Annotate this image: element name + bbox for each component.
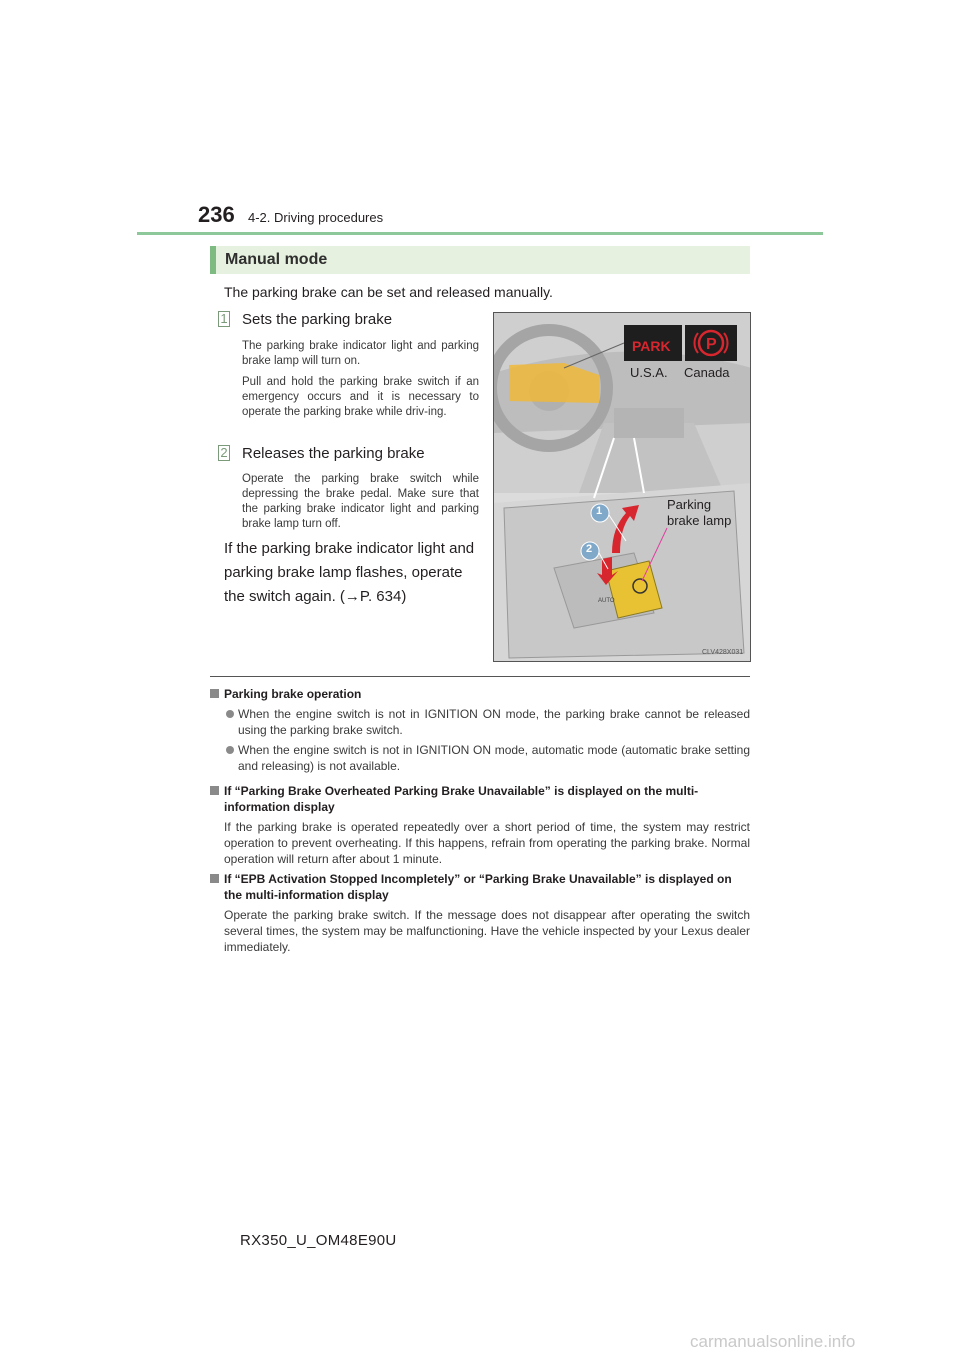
info-overheated bbox=[210, 783, 750, 867]
header-rule bbox=[137, 232, 823, 235]
switch-auto-text: AUTO bbox=[598, 598, 615, 604]
info-bullet-text: When the engine switch is not in IGNITION ON mode, automatic mode (automatic brake setting and releasing) is not available. bbox=[238, 743, 750, 773]
info-paragraph: Operate the parking brake switch. If the message does not disappear after operating the switch several times, the system may be malfunctioning. Have the vehicle inspected by your Lexus dealer immediately. bbox=[224, 908, 750, 954]
footer-code: RX350_U_OM48E90U bbox=[240, 1232, 397, 1249]
info-heading bbox=[210, 686, 750, 702]
info-paragraph: If the parking brake is operated repeatedly over a short period of time, the system may restrict operation to prevent overheating. If this happens, refrain from operating the parking brake. Normal operation will return after about 1 minute. bbox=[224, 820, 750, 866]
intro-text: The parking brake can be set and released manually. bbox=[224, 284, 553, 300]
step-1-emergency-note: Pull and hold the parking brake switch if an emergency occurs and it is necessary to operate the parking brake while driv-ing. bbox=[242, 376, 479, 418]
page-number: 236 bbox=[198, 202, 235, 227]
dot-bullet-icon bbox=[226, 710, 234, 718]
callout-1-text: 1 bbox=[596, 505, 603, 517]
info-bullet bbox=[210, 742, 750, 774]
step-title-2: Releases the parking brake bbox=[242, 445, 425, 462]
info-heading-text: If “EPB Activation Stopped Incompletely” or “Parking Brake Unavailable” is displayed on the multi-information display bbox=[224, 872, 732, 902]
info-epb-stopped bbox=[210, 871, 750, 955]
info-heading bbox=[210, 783, 750, 815]
info-bullet-text: When the engine switch is not in IGNITION ON mode, the parking brake cannot be released using the parking brake switch. bbox=[238, 707, 750, 737]
section-title: 4-2. Driving procedures bbox=[248, 210, 384, 225]
label-lamp-line-1: Parking bbox=[667, 497, 712, 512]
square-bullet-icon bbox=[210, 786, 219, 795]
info-heading-text: Parking brake operation bbox=[224, 687, 362, 701]
step-title-1: Sets the parking brake bbox=[242, 311, 393, 328]
figure-code: CLV428X031 bbox=[702, 649, 744, 656]
watermark: carmanualsonline.info bbox=[690, 1332, 856, 1351]
info-heading bbox=[210, 871, 750, 903]
step-1-description: The parking brake indicator light and parking brake lamp will turn on. bbox=[242, 340, 479, 367]
info-parking-brake-operation bbox=[210, 686, 750, 774]
section-divider bbox=[210, 676, 750, 677]
svg-text:P: P bbox=[706, 336, 717, 353]
section-banner bbox=[210, 246, 750, 274]
dot-bullet-icon bbox=[226, 746, 234, 754]
square-bullet-icon bbox=[210, 874, 219, 883]
parking-brake-figure bbox=[493, 312, 751, 662]
label-canada: Canada bbox=[684, 365, 730, 380]
callout-2-text: 2 bbox=[586, 543, 593, 555]
step-number-1: 1 bbox=[218, 311, 230, 327]
step-2-description: Operate the parking brake switch while depressing the brake pedal. Make sure that the parking brake indicator light and parking brake lamp turn off. bbox=[242, 473, 479, 530]
flash-note: If the parking brake indicator light and parking brake lamp flashes, operate the switch again. (→P. 634) bbox=[224, 540, 475, 605]
section-banner-title: Manual mode bbox=[225, 251, 328, 268]
indicator-park-text: PARK bbox=[632, 338, 671, 354]
square-bullet-icon bbox=[210, 689, 219, 698]
info-heading-text: If “Parking Brake Overheated Parking Brake Unavailable” is displayed on the multi-information display bbox=[224, 784, 699, 814]
label-lamp-line-2: brake lamp bbox=[667, 513, 732, 528]
info-bullet bbox=[210, 706, 750, 738]
step-number-2: 2 bbox=[218, 445, 230, 461]
label-usa: U.S.A. bbox=[630, 365, 668, 380]
